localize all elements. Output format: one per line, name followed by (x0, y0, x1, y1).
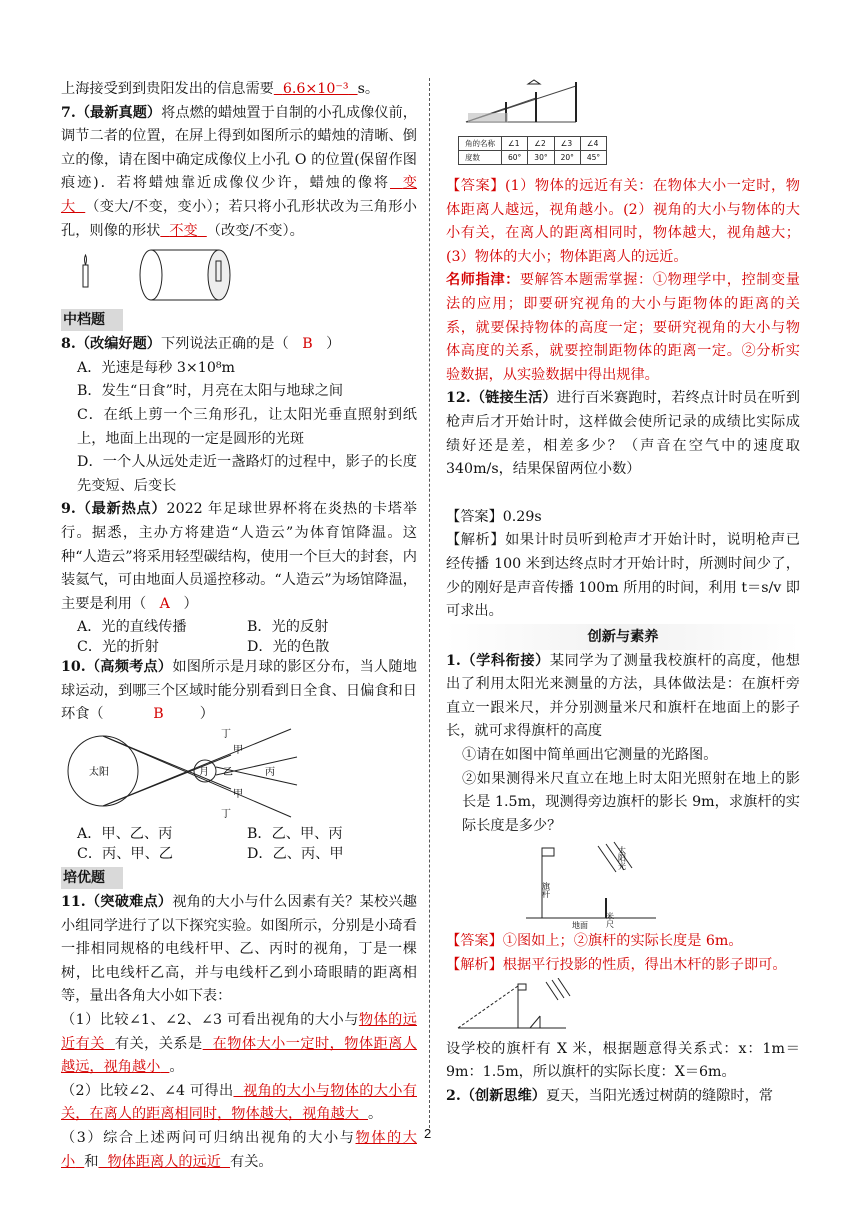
innovation-question-1: 1.（学科衔接）某同学为了测量我校旗杆的高度，他想出了利用太阳光来测量的方法，具体做法是：在旗杆旁直立一跟米尺，并分别测量米尺和旗杆在地面上的影子长，就可求得旗杆的高度 (446, 652, 800, 740)
q8-option-c: C．在纸上剪一个三角形孔，让太阳光垂直照射到纸上，地面上出现的一定是圆形的光斑 (77, 406, 417, 447)
right-column (446, 78, 800, 1108)
q8-option-b: B．发生“日食”时，月亮在太阳与地球之间 (77, 383, 344, 400)
pinhole-camera-figure (61, 243, 417, 305)
table-row-label: 度数 (459, 151, 502, 165)
table-header-4: ∠4 (580, 137, 606, 151)
q11-part2: （2）比较∠2、∠4 可得出 视角的大小与物体的大小有关，在离人的距离相同时，物体越大，视角越大 。 (61, 1082, 417, 1123)
region-yi-label: 乙 (223, 767, 233, 779)
table-header-2: ∠2 (528, 137, 554, 151)
moon-label: 月 (199, 767, 209, 779)
ruler-label: 米尺 (605, 912, 615, 929)
q10-options-row2: C．丙、甲、乙 D．乙、丙、甲 (77, 846, 344, 863)
c1-answer: 【答案】①图如上；②旗杆的实际长度是 6m。 (446, 933, 743, 950)
q11-part1: （1）比较∠1、∠2、∠3 可看出视角的大小与物体的远近有关 有关，关系是 在物体大小一定时，物体距离人越远，视角越小 。 (61, 1012, 417, 1076)
angle-table (458, 136, 607, 165)
c1-calc: 设学校的旗杆有 X 米，根据题意得关系式：x：1m＝9m：1.5m，所以旗杆的实际长度：X＝6m。 (446, 1040, 800, 1081)
c1-explain: 【解析】根据平行投影的性质，得出木杆的影子即可。 (446, 957, 787, 974)
question-8: 8.（改编好题）下列说法正确的是（ B ） (61, 336, 341, 353)
region-jia2-label: 甲 (233, 789, 243, 801)
table-cell: 30° (528, 151, 554, 165)
region-jia-label: 甲 (233, 745, 243, 757)
q8-option-a: A．光速是每秒 3×10⁸m (77, 359, 235, 376)
column-divider (429, 78, 430, 1128)
q9-options-row2: C．光的折射 D．光的色散 (77, 639, 330, 656)
question-10: 10.（高频考点）如图所示是月球的影区分布，当人随地球运动，到哪三个区域时能分别看到日全食、日偏食和日环食（ B ） (61, 659, 417, 723)
region-bing-label: 丙 (265, 767, 275, 779)
c1-step-2: ②如果测得米尺直立在地上时太阳光照射在地上的影长是 1.5m，现测得旁边旗杆的影长 9m，求旗杆的实际长度是多少？ (462, 770, 800, 834)
innovation-question-2: 2.（创新思维）夏天，当阳光透过树荫的缝隙时，常 (446, 1087, 773, 1104)
q10-options-row1: A．甲、乙、丙 B．乙、甲、丙 (77, 826, 343, 843)
section-innovation: 创新与素养 (446, 624, 800, 650)
ground-label: 地面 (572, 921, 588, 931)
table-cell: 20° (554, 151, 580, 165)
question-11: 11.（突破难点）视角的大小与什么因素有关？某校兴趣小组同学进行了以下探究实验。如图所示，分别是小琦看一排相同规格的电线杆甲、乙、丙时的视角，丁是一棵树，比电线杆乙高，并与电线杆乙到小琦眼睛的距离相等，量出各角大小如下表： (61, 894, 417, 1005)
q8-option-d: D．一个人从远处走近一盏路灯的过程中，影子的长度先变短、后变长 (77, 454, 417, 494)
region-ding2-label: 丁 (221, 809, 231, 821)
q12-answer: 【答案】0.29s (446, 508, 542, 525)
viewing-angle-figure (446, 78, 800, 188)
question-12: 12.（链接生活）进行百米赛跑时，若终点计时员在听到枪声后才开始计时，这样做会使所记录的成绩比实际成绩好还是差，相差多少？（声音在空气中的速度取 340m/s，结果保留两位小数） (446, 390, 800, 478)
table-cell: 45° (580, 151, 606, 165)
sunlight-label: 太阳光 (617, 846, 627, 871)
q9-options-row1: A．光的直线传播 B．光的反射 (77, 619, 329, 636)
q11-answer: 【答案】(1）物体的远近有关：在物体大小一定时，物体距离人越远，视角越小。(2）视角的大小与物体的大小有关，在离人的距离相同时，物体越大，视角越大；(3）物体的大小；物体距离人的远近。 (446, 178, 800, 265)
q11-part3: （3）综合上述两问可归纳出视角的大小与物体的大小 和 物体距离人的远近 有关。 (61, 1130, 417, 1170)
table-cell: 60° (502, 151, 528, 165)
sun-label: 太阳 (89, 767, 109, 779)
question-7: 7.（最新真题）将点燃的蜡烛置于自制的小孔成像仪前，调节二者的位置，在屏上得到如图所示的蜡烛的清晰、倒立的像，请在图中确定成像仪上小孔 O 的位置(保留作图痕迹)．若将蜡烛靠近成像仪少许，蜡烛的像将 变大 （变大/不变，变小）；若只将小孔形状改为三角形小孔，则像的形状 不变 （改变/不变）。 (61, 104, 417, 239)
left-column (61, 78, 417, 1174)
table-header-name: 角的名称 (459, 137, 502, 151)
question-9: 9.（最新热点）2022 年足球世界杯将在炎热的卡塔举行。据悉，主办方将建造“人造云”为体育馆降温。这种“人造云”将采用轻型碳结构，使用一个巨大的封套，内装氦气，可由地面人员遥控移动。“人造云”为场馆降温，主要是利用（ A ） (61, 501, 417, 612)
table-header-1: ∠1 (502, 137, 528, 151)
flagpole-solution-figure (446, 978, 800, 1038)
section-mid: 中档题 (61, 309, 123, 331)
q6-tail: 上海接受到到贵阳发出的信息需要 6.6×10⁻³ s。 (61, 81, 380, 97)
region-ding-label: 丁 (221, 729, 231, 741)
pole-label: 旗杆 (541, 882, 551, 899)
c1-step-1: ①请在如图中简单画出它测量的光路图。 (462, 747, 718, 764)
flagpole-figure (446, 838, 800, 930)
q12-explain: 【解析】如果计时员听到枪声才开始计时，说明枪声已经传播 100 米到达终点时才开始计时，所测时间少了，少的刚好是声音传播 100m 所用的时间，利用 t＝s/v 即可求出。 (446, 532, 800, 620)
table-header-3: ∠3 (554, 137, 580, 151)
page-number: 2 (424, 1126, 432, 1141)
section-hard: 培优题 (61, 867, 123, 889)
moon-shadow-figure (61, 727, 417, 823)
q11-tip: 名师指津：要解答本题需掌握：①物理学中，控制变量法的应用；即要研究视角的大小与距物体的距离的关系，就要保持物体的高度一定；要研究视角的大小与物体高度的关系，就要控制距物体的距离一定。②分析实验数据，从实验数据中得出规律。 (446, 272, 800, 383)
